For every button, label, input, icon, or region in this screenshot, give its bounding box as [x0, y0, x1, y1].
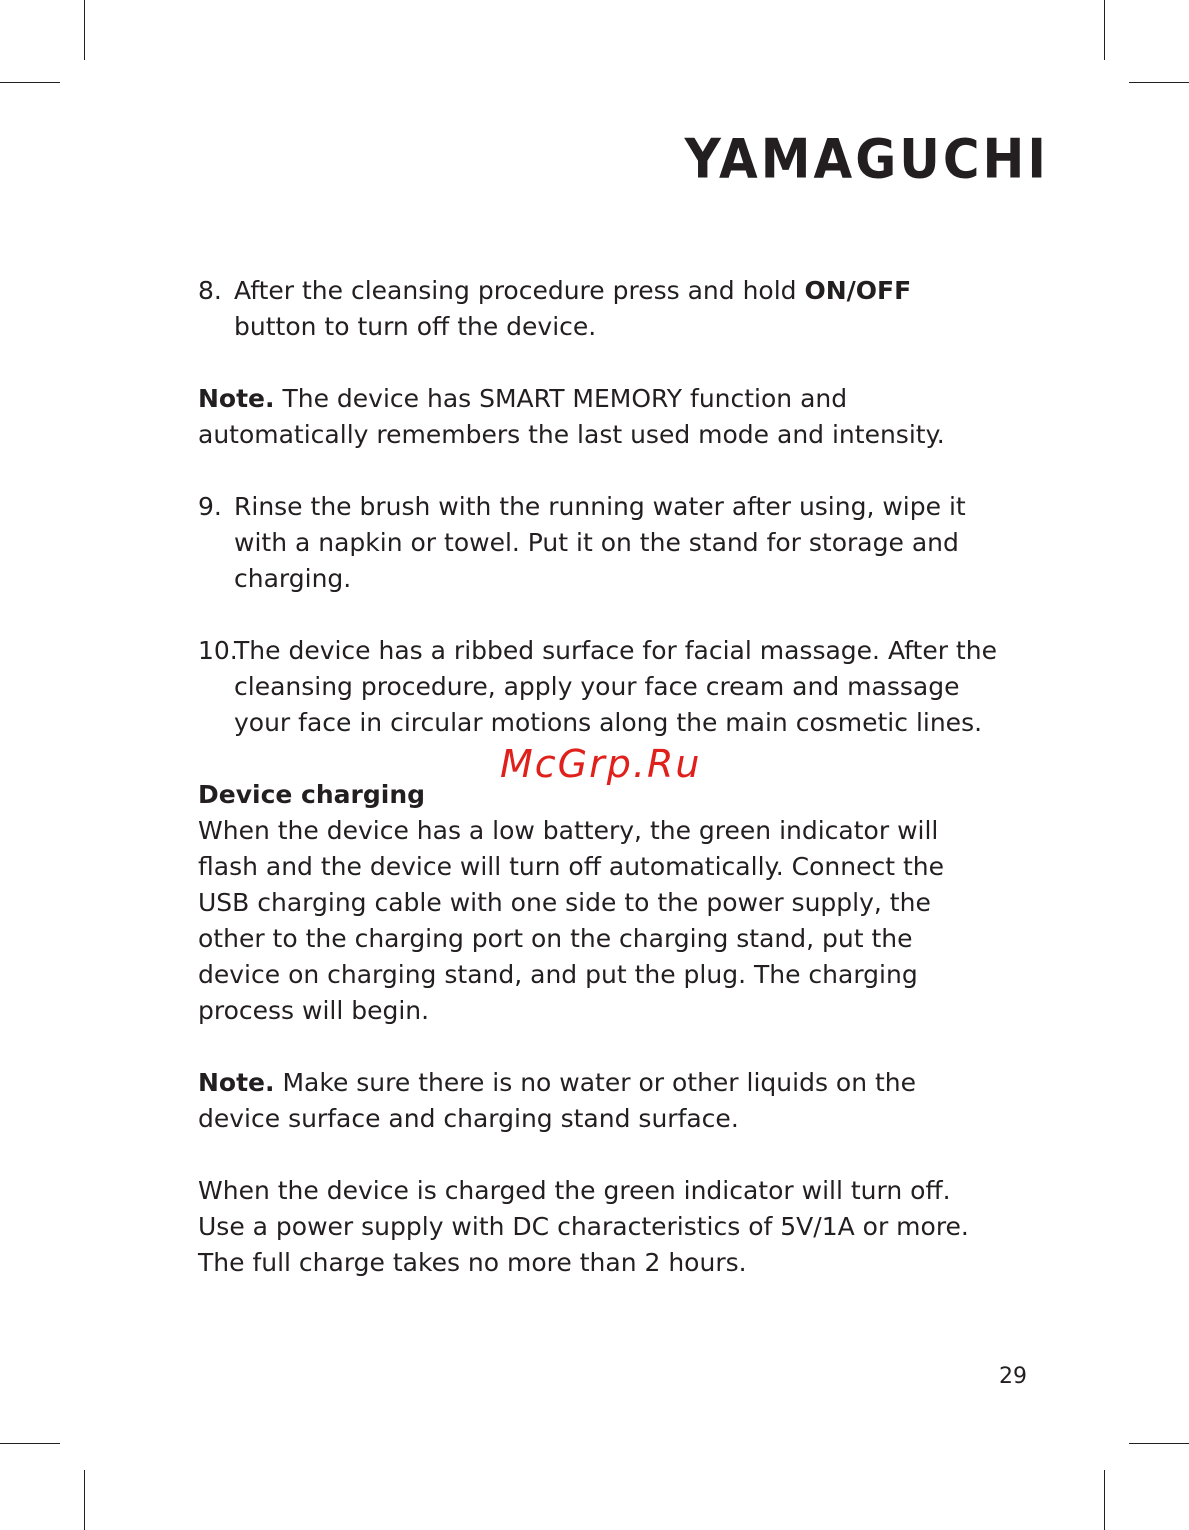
crop-mark-top-right-horizontal	[1129, 82, 1189, 83]
on-off-label: ON/OFF	[804, 276, 912, 305]
step-8	[198, 273, 998, 345]
section-heading-device-charging: Device charging	[198, 780, 426, 809]
crop-mark-bottom-right-vertical	[1104, 1470, 1105, 1530]
crop-mark-top-right-vertical	[1104, 0, 1105, 60]
note-smart-memory: Note. The device has SMART MEMORY function and automatically remembers the last used mode and intensity.	[198, 384, 945, 449]
step-text: Rinse the brush with the running water after using, wipe it with a napkin or towel. Put it on the stand for storage and charging.	[234, 492, 966, 593]
note-liquids: Note. Make sure there is no water or other liquids on the device surface and charging stand surface.	[198, 1068, 917, 1133]
charging-paragraph: When the device has a low battery, the green indicator will flash and the device will turn off automatically. Connect the USB charging cable with one side to the power supply, the other to the charging port on the charging stand, put the device on charging stand, and put the plug. The charging process will begin.	[198, 816, 944, 1025]
watermark: McGrp.Ru	[500, 742, 702, 786]
step-9	[198, 489, 998, 597]
crop-mark-bottom-left-vertical	[84, 1470, 85, 1530]
step-number: 8.	[198, 276, 222, 305]
step-text: After the cleansing procedure press and hold ON/OFF button to turn off the device.	[234, 276, 912, 341]
crop-mark-bottom-right-horizontal	[1129, 1443, 1189, 1444]
crop-mark-top-left-horizontal	[0, 82, 60, 83]
note-label: Note.	[198, 1068, 275, 1097]
step-number: 9.	[198, 492, 222, 521]
crop-mark-top-left-vertical	[84, 0, 85, 60]
charged-paragraph: When the device is charged the green indicator will turn off. Use a power supply with DC characteristics of 5V/1A or more. The full charge takes no more than 2 hours.	[198, 1176, 969, 1277]
step-number: 10.	[198, 636, 238, 665]
step-text: The device has a ribbed surface for facial massage. After the cleansing procedure, apply your face cream and massage your face in circular motions along the main cosmetic lines.	[234, 636, 997, 737]
crop-mark-bottom-left-horizontal	[0, 1443, 60, 1444]
brand-logo: YAMAGUCHI	[684, 127, 1049, 191]
note-label: Note.	[198, 384, 275, 413]
step-10	[198, 633, 998, 741]
page-number: 29	[999, 1364, 1027, 1389]
